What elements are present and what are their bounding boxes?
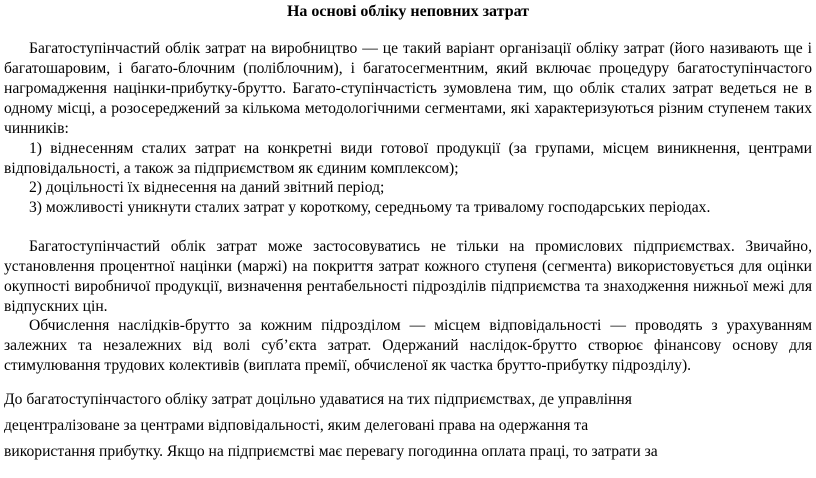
paragraph-gross-results: Обчислення наслідків-брутто за кожним підрозділом — місцем відповідальності — проводять з урахуванням залежних та незалежних від волі суб’єкта затрат. Одержаний наслідок-брутто створює фінансову основу для стимулювання трудових колективів (виплата премії, обчисленої як частка брутто-прибутку підрозділу). [4,317,812,374]
list-item-2: 2) доцільності їх віднесення на даний звітний період; [29,179,385,196]
tail-line-1: До багатоступінчастого обліку затрат доцільно удаватися на тих підприємствах, де управління [4,391,632,408]
paragraph-application: Багатоступінчастий облік затрат може застосовуватись не тільки на промислових підприємствах. Звичайно, установлення процентної націнки (маржі) на покриття затрат кожного ступеня (сегмента) використовується для оцінки окупності виробничої продукції, визначення рентабельності підрозділів підприємства та знаходження нижньої межі для відпускних цін. [4,238,812,315]
document-title: На основі обліку неповних затрат [286,3,530,20]
list-item-1: 1) віднесенням сталих затрат на конкретні види готової продукції (за групами, місцем виникнення, центрами відповідальності, а також за підприємством як єдиним комплексом); [4,140,812,177]
tail-line-2: децентралізоване за центрами відповідальності, яким делеговані права на одержання та [4,417,589,434]
list-item-3: 3) можливості уникнути сталих затрат у короткому, середньому та тривалому господарських періодах. [29,199,711,216]
tail-line-3: використання прибутку. Якщо на підприємстві має перевагу погодинна оплата праці, то затрати за [4,443,658,460]
paragraph-intro: Багатоступінчастий облік затрат на виробництво — це такий варіант організації обліку затрат (його називають ще і багатошаровим, і багато-блочним (поліблочним), і багатосегментним, який включає процедуру багатоступінчастого нагромадження націнки-прибутку-брутто. Багато-ступінчастість зумовлена тим, що облік сталих затрат ведеться не в одному місці, а розосереджений за кількома методологічними сегментами, які характеризуються різним ступенем таких чинників: [4,40,812,137]
